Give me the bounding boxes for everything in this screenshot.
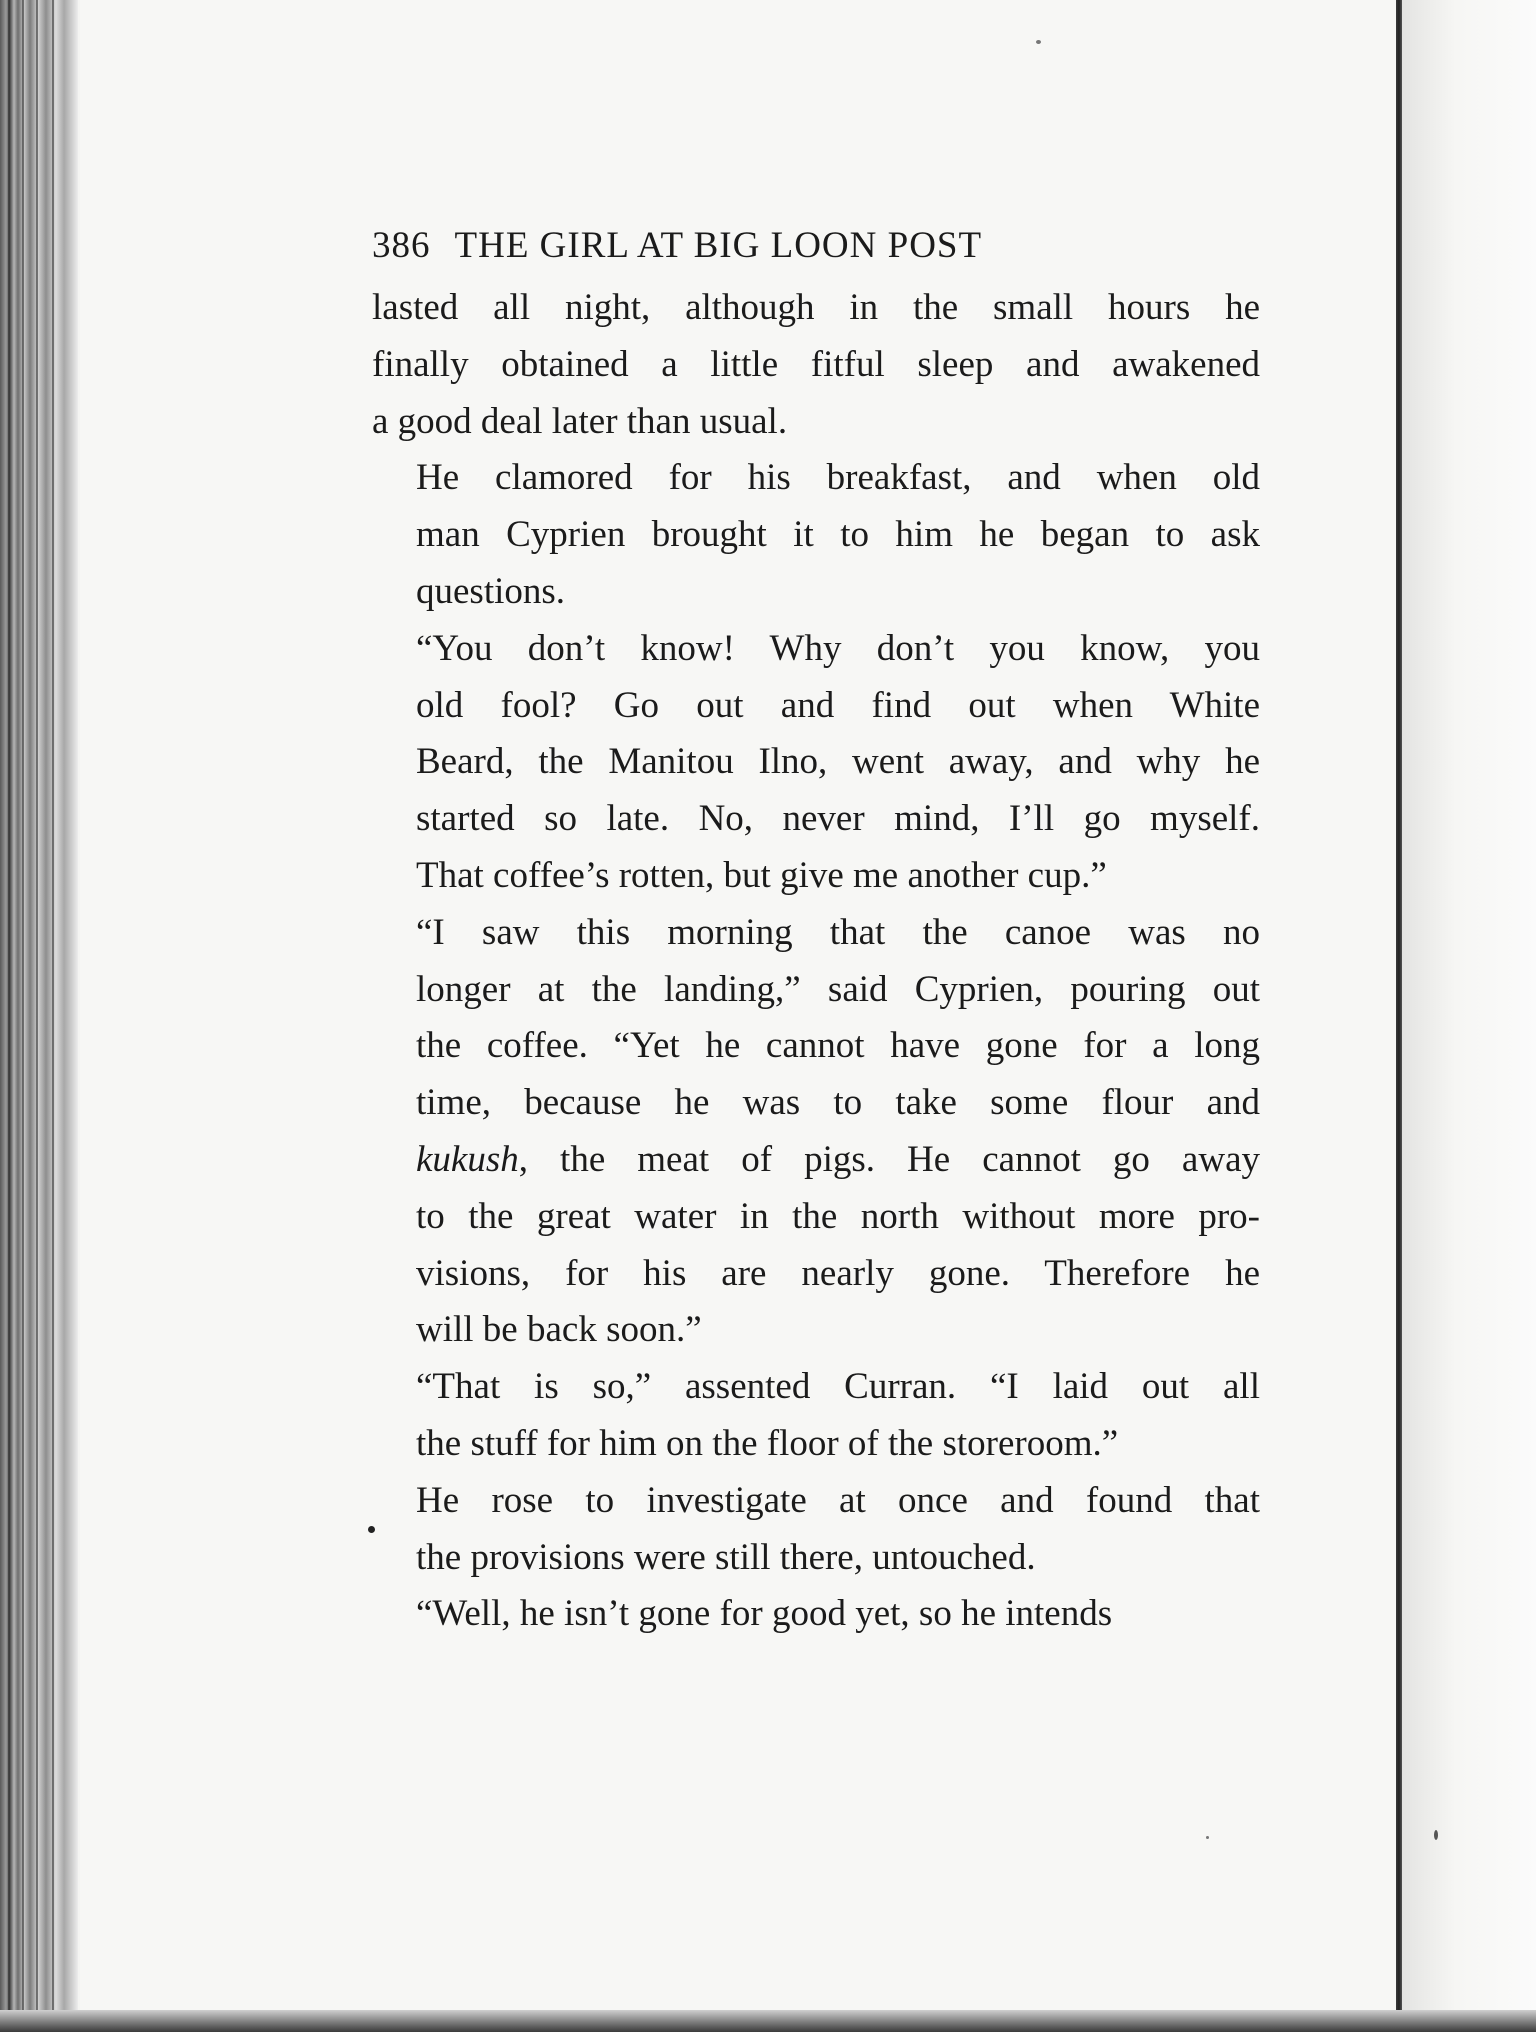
text-line: the stuff for him on the floor of the storeroom.” (416, 1422, 1119, 1464)
text-line: Beard, the Manitou Ilno, went away, and why he (416, 741, 1260, 783)
italic-word: kukush (416, 1138, 519, 1180)
text-line: a good deal later than usual. (372, 400, 788, 442)
text-line: lasted all night, although in the small hours he (372, 287, 1260, 328)
paper-speck (1206, 1836, 1209, 1839)
binding-line (36, 0, 38, 2032)
paragraph (372, 905, 1260, 1359)
paragraph (372, 1359, 1260, 1473)
text-line: questions. (416, 570, 566, 612)
text-block (372, 218, 1260, 1643)
running-head (372, 218, 1260, 280)
binding-line (22, 0, 24, 2032)
text-line: will be back soon.” (416, 1309, 702, 1351)
text-line: finally obtained a little fitful sleep and awakened (372, 343, 1260, 385)
text-line: “That is so,” assented Curran. “I laid out all (416, 1366, 1260, 1408)
paper-speck (1434, 1830, 1438, 1840)
text-line: started so late. No, never mind, I’ll go myself. (416, 798, 1260, 840)
book-title-header: THE GIRL AT BIG LOON POST (454, 225, 983, 266)
text-line: time, because he was to take some flour and (416, 1082, 1260, 1124)
text-line: “Well, he isn’t gone for good yet, so he intends (416, 1593, 1113, 1635)
next-page-edge (1402, 0, 1536, 2032)
text-line: longer at the landing,” said Cyprien, pouring out (416, 968, 1260, 1010)
text-line: “You don’t know! Why don’t you know, you (416, 627, 1260, 669)
text-line: He rose to investigate at once and found that (416, 1479, 1260, 1521)
page-number: 386 (372, 225, 431, 266)
text-line: the coffee. “Yet he cannot have gone for a long (416, 1025, 1260, 1067)
binding-line (52, 0, 54, 2032)
paragraph (372, 621, 1260, 905)
text-line: visions, for his are nearly gone. Therefore he (416, 1252, 1260, 1294)
body-text (372, 280, 1260, 1643)
text-line: the provisions were still there, untouched. (416, 1536, 1036, 1578)
paragraph (372, 280, 1260, 450)
text-line: That coffee’s rotten, but give me another cup.” (416, 854, 1107, 896)
binding-line (8, 0, 10, 2032)
text-line: to the great water in the north without more pro- (416, 1195, 1260, 1237)
bottom-page-edge (0, 2010, 1536, 2032)
margin-mark (368, 1526, 375, 1533)
text-line: He clamored for his breakfast, and when old (416, 457, 1260, 499)
text-line: “I saw this morning that the canoe was no (416, 911, 1260, 953)
paragraph (372, 1473, 1260, 1587)
paper-speck (1036, 40, 1041, 44)
text-line: old fool? Go out and find out when White (416, 684, 1260, 726)
paragraph (372, 1586, 1260, 1643)
text-line: man Cyprien brought it to him he began to ask (416, 514, 1260, 556)
text-line: kukush, the meat of pigs. He cannot go away (416, 1138, 1260, 1180)
book-binding-edge (0, 0, 78, 2032)
paragraph (372, 450, 1260, 620)
